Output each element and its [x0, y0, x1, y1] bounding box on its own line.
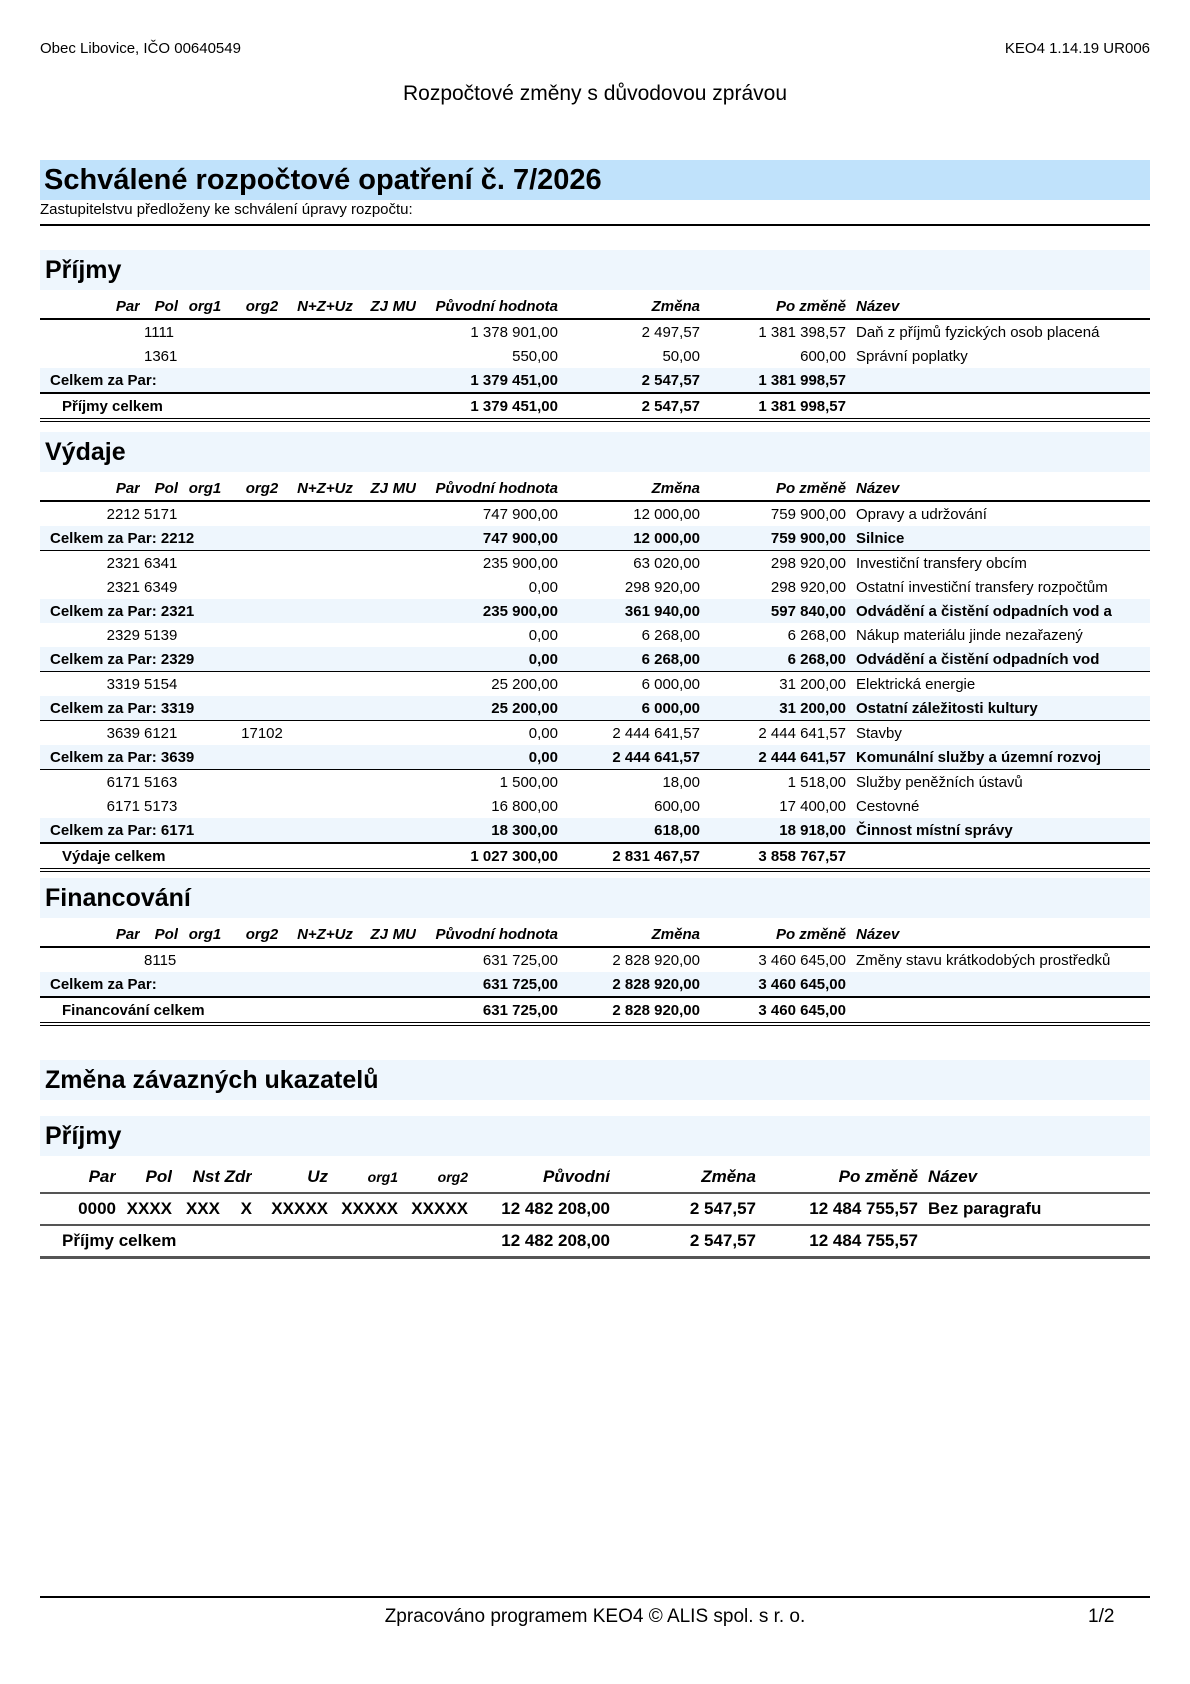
cell-orig: 747 900,00 — [416, 526, 558, 551]
cell-after: 600,00 — [800, 347, 846, 365]
cell-par — [40, 319, 140, 344]
col-org1: org1 — [178, 294, 232, 319]
cell-nzuz — [292, 551, 358, 576]
subtotal-label: Celkem za Par: 3319 — [40, 696, 416, 721]
cell-nzuz — [292, 770, 358, 795]
cell-mu — [388, 721, 416, 746]
cell-org2 — [232, 344, 292, 368]
col-orig: Původní — [468, 1162, 610, 1193]
cell-orig: 0,00 — [528, 626, 558, 644]
col-orig: Původní hodnota — [416, 922, 558, 947]
cell-name: Cestovné — [856, 797, 920, 815]
col-after: Po změně — [756, 1162, 918, 1193]
subsection-title: Příjmy — [45, 1122, 122, 1150]
cell-after: 31 200,00 — [700, 672, 846, 697]
cell-change: 2 547,57 — [558, 393, 700, 420]
cell-change: 18,00 — [558, 770, 700, 795]
cell-pol: XXXX — [116, 1193, 172, 1225]
cell-after: 3 858 767,57 — [700, 843, 846, 870]
col-nzuz: N+Z+Uz — [292, 294, 358, 319]
cell-change: 600,00 — [654, 797, 700, 815]
table-row — [40, 1193, 1150, 1225]
subtotal-row — [40, 818, 1150, 843]
cell-nzuz — [292, 501, 358, 526]
cell-change: 2 828 920,00 — [558, 972, 700, 997]
cell-org1 — [178, 794, 232, 818]
cell-change: 12 000,00 — [633, 505, 700, 523]
cell-change: 361 940,00 — [558, 599, 700, 623]
col-par: Par — [40, 922, 140, 947]
cell-org2 — [232, 551, 292, 576]
cell-after: 12 484 755,57 — [756, 1193, 918, 1225]
cell-orig: 0,00 — [416, 647, 558, 672]
cell-mu — [388, 623, 416, 647]
total-label: Příjmy celkem — [40, 1225, 468, 1258]
cell-after: 3 460 645,00 — [758, 951, 846, 969]
cell-zj — [358, 721, 388, 746]
cell-orig: 1 379 451,00 — [416, 393, 558, 420]
cell-org2 — [232, 794, 292, 818]
cell-pol: 5163 — [140, 770, 178, 795]
total-label: Výdaje celkem — [40, 843, 416, 870]
cell-change: 2 444 641,57 — [558, 745, 700, 770]
section-title: Výdaje — [45, 438, 126, 466]
cell-change: 618,00 — [558, 818, 700, 843]
cell-after: 1 381 998,57 — [700, 368, 846, 393]
subsection-band — [40, 1116, 1150, 1156]
cell-org2 — [232, 770, 292, 795]
cell-change: 6 000,00 — [558, 696, 700, 721]
cell-mu — [388, 551, 416, 576]
col-pol: Pol — [116, 1162, 172, 1193]
cell-org1 — [178, 551, 232, 576]
col-change: Změna — [558, 294, 700, 319]
cell-after: 6 268,00 — [700, 647, 846, 672]
cell-change: 6 268,00 — [558, 647, 700, 672]
cell-org2 — [232, 672, 292, 697]
cell-par: 0000 — [40, 1193, 116, 1225]
cell-par: 2212 — [106, 505, 140, 523]
cell-name: Daň z příjmů fyzických osob placená — [856, 323, 1100, 341]
cell-nzuz — [292, 672, 358, 697]
table-row — [40, 623, 1150, 647]
cell-name: Bez paragrafu — [918, 1193, 1150, 1225]
total-row — [40, 843, 1150, 870]
total-after: 12 484 755,57 — [756, 1225, 918, 1258]
cell-pol: 5171 — [144, 505, 178, 523]
cell-pol: 1111 — [144, 323, 175, 341]
col-pol: Pol — [140, 922, 178, 947]
cell-orig: 1 500,00 — [416, 770, 558, 795]
cell-uz: XXXXX — [252, 1193, 328, 1225]
table-row — [40, 672, 1150, 697]
col-org2: org2 — [232, 922, 292, 947]
cell-nzuz — [292, 575, 358, 599]
subtotal-row — [40, 972, 1150, 997]
cell-change: 2 497,57 — [641, 323, 700, 341]
table-row — [40, 721, 1150, 746]
cell-par — [40, 947, 140, 972]
table-row — [40, 947, 1150, 972]
cell-change: 298 920,00 — [624, 578, 700, 596]
col-change: Změna — [558, 922, 700, 947]
cell-after: 1 518,00 — [700, 770, 846, 795]
cell-orig: 631 725,00 — [416, 972, 558, 997]
cell-change: 2 828 920,00 — [558, 997, 700, 1024]
col-mu: MU — [388, 294, 416, 319]
footer-divider — [40, 1596, 1150, 1598]
cell-name: Správní poplatky — [856, 347, 968, 365]
col-org2: org2 — [232, 294, 292, 319]
cell-name: Činnost místní správy — [846, 818, 1150, 843]
cell-zj — [358, 575, 388, 599]
subtotal-label: Celkem za Par: 2212 — [40, 526, 416, 551]
total-row — [40, 393, 1150, 420]
cell-name — [846, 368, 1150, 393]
subtotal-row — [40, 599, 1150, 623]
cell-orig: 1 379 451,00 — [416, 368, 558, 393]
cell-orig: 631 725,00 — [416, 997, 558, 1024]
cell-org2 — [232, 501, 292, 526]
col-mu: MU — [388, 922, 416, 947]
cell-nzuz — [292, 623, 358, 647]
col-pol: Pol — [140, 294, 178, 319]
col-zdr: Zdr — [220, 1162, 252, 1193]
col-name: Název — [846, 476, 1150, 501]
cell-after: 759 900,00 — [700, 526, 846, 551]
table-header-row — [40, 476, 1150, 501]
cell-name: Ostatní záležitosti kultury — [846, 696, 1150, 721]
cell-orig: 0,00 — [416, 745, 558, 770]
cell-pol: 6349 — [144, 578, 178, 596]
cell-org1 — [178, 575, 232, 599]
col-after: Po změně — [700, 922, 846, 947]
cell-zj — [358, 672, 388, 697]
cell-zj — [358, 501, 388, 526]
cell-pol: 5173 — [144, 797, 178, 815]
cell-after: 2 444 641,57 — [700, 745, 846, 770]
cell-name: Služby peněžních ústavů — [846, 770, 1150, 795]
subtotal-label: Celkem za Par: 6171 — [40, 818, 416, 843]
col-org1: org1 — [178, 922, 232, 947]
col-uz: Uz — [252, 1162, 328, 1193]
cell-pol: 6121 — [140, 721, 178, 746]
cell-par: 3639 — [40, 721, 140, 746]
cell-after: 17 400,00 — [779, 797, 846, 815]
section-band — [40, 432, 1150, 472]
table-row — [40, 501, 1150, 526]
cell-name — [846, 972, 1150, 997]
table-row — [40, 551, 1150, 576]
cell-par: 2329 — [106, 626, 140, 644]
cell-change: 6 000,00 — [558, 672, 700, 697]
col-par: Par — [40, 294, 140, 319]
cell-zj — [358, 344, 388, 368]
subtotal-label: Celkem za Par: 2321 — [40, 599, 416, 623]
cell-nzuz — [292, 947, 358, 972]
cell-after: 6 268,00 — [787, 626, 846, 644]
subtotal-row — [40, 745, 1150, 770]
cell-org1 — [178, 319, 232, 344]
cell-org1 — [178, 623, 232, 647]
subtotal-label: Celkem za Par: 3639 — [40, 745, 416, 770]
cell-orig: 1 027 300,00 — [416, 843, 558, 870]
cell-org1 — [178, 501, 232, 526]
cell-mu — [388, 501, 416, 526]
organization-header: Obec Libovice, IČO 00640549 — [40, 40, 241, 57]
table-header-row — [40, 1162, 1150, 1193]
cell-orig: 1 378 901,00 — [470, 323, 558, 341]
cell-org2 — [232, 623, 292, 647]
cell-nzuz — [292, 721, 358, 746]
document-title: Rozpočtové změny s důvodovou zprávou — [402, 82, 788, 105]
table-row — [40, 794, 1150, 818]
section-title: Financování — [45, 884, 191, 912]
cell-name: Elektrická energie — [846, 672, 1150, 697]
cell-orig: 747 900,00 — [482, 505, 558, 523]
cell-orig: 12 482 208,00 — [468, 1193, 610, 1225]
subtotal-label: Celkem za Par: — [40, 972, 416, 997]
table-row — [40, 344, 1150, 368]
col-change: Změna — [610, 1162, 756, 1193]
cell-par: 2321 — [106, 578, 140, 596]
cell-org1: XXXXX — [328, 1193, 398, 1225]
ukazatele-table — [40, 1162, 1150, 1259]
cell-orig: 25 200,00 — [416, 672, 558, 697]
cell-zj — [358, 947, 388, 972]
cell-after: 298 920,00 — [700, 551, 846, 576]
cell-name — [846, 997, 1150, 1024]
cell-name: Opravy a udržování — [856, 505, 987, 523]
subtotal-row — [40, 368, 1150, 393]
cell-name: Nákup materiálu jinde nezařazený — [856, 626, 1083, 644]
total-orig: 12 482 208,00 — [468, 1225, 610, 1258]
subtitle: Zastupitelstvu předloženy ke schválení úpravy rozpočtu: — [40, 201, 413, 218]
cell-change: 2 831 467,57 — [558, 843, 700, 870]
cell-after: 759 900,00 — [770, 505, 846, 523]
divider — [40, 224, 1150, 226]
cell-change: 12 000,00 — [558, 526, 700, 551]
cell-zdr: X — [220, 1193, 252, 1225]
cell-par: 6171 — [106, 797, 140, 815]
col-org2: org2 — [232, 476, 292, 501]
cell-name: Odvádění a čistění odpadních vod — [846, 647, 1150, 672]
col-name: Název — [846, 294, 1150, 319]
cell-zj — [358, 319, 388, 344]
col-nzuz: N+Z+Uz — [292, 476, 358, 501]
total-row — [40, 1225, 1150, 1258]
prijmy-table — [40, 294, 1150, 422]
cell-org2 — [232, 947, 292, 972]
col-zj: ZJ — [358, 294, 388, 319]
cell-pol: 8115 — [144, 951, 177, 969]
subtotal-row — [40, 647, 1150, 672]
cell-orig: 631 725,00 — [482, 951, 558, 969]
cell-orig: 18 300,00 — [416, 818, 558, 843]
cell-org1 — [178, 344, 232, 368]
cell-nzuz — [292, 794, 358, 818]
main-title: Schválené rozpočtové opatření č. 7/2026 — [44, 164, 602, 196]
cell-par: 2321 — [40, 551, 140, 576]
subtotal-label: Celkem za Par: 2329 — [40, 647, 416, 672]
section-title: Příjmy — [45, 256, 122, 284]
col-orig: Původní hodnota — [416, 294, 558, 319]
subtotal-row — [40, 526, 1150, 551]
col-after: Po změně — [700, 476, 846, 501]
section-title: Změna závazných ukazatelů — [45, 1066, 379, 1094]
col-par: Par — [40, 1162, 116, 1193]
cell-org1 — [178, 672, 232, 697]
table-header-row — [40, 922, 1150, 947]
cell-after: 1 381 998,57 — [700, 393, 846, 420]
cell-orig: 235 900,00 — [416, 551, 558, 576]
cell-mu — [388, 319, 416, 344]
cell-pol: 6341 — [140, 551, 178, 576]
cell-org1 — [178, 721, 232, 746]
subtotal-label: Celkem za Par: — [40, 368, 416, 393]
cell-org2 — [232, 575, 292, 599]
cell-mu — [388, 672, 416, 697]
table-row — [40, 319, 1150, 344]
cell-name: Ostatní investiční transfery rozpočtům — [856, 578, 1108, 596]
cell-name: Stavby — [846, 721, 1150, 746]
cell-mu — [388, 947, 416, 972]
cell-after: 18 918,00 — [700, 818, 846, 843]
cell-par — [40, 344, 140, 368]
financovani-table — [40, 922, 1150, 1026]
cell-after: 2 444 641,57 — [700, 721, 846, 746]
section-band — [40, 250, 1150, 290]
total-change: 2 547,57 — [610, 1225, 756, 1258]
cell-org2: XXXXX — [398, 1193, 468, 1225]
cell-mu — [388, 344, 416, 368]
cell-after: 597 840,00 — [700, 599, 846, 623]
cell-change: 6 268,00 — [641, 626, 700, 644]
cell-zj — [358, 623, 388, 647]
cell-name: Změny stavu krátkodobých prostředků — [856, 951, 1111, 969]
cell-change: 2 547,57 — [558, 368, 700, 393]
cell-orig: 235 900,00 — [416, 599, 558, 623]
col-mu: MU — [388, 476, 416, 501]
vydaje-table — [40, 476, 1150, 872]
cell-nzuz — [292, 344, 358, 368]
cell-name — [846, 393, 1150, 420]
page-number: 1/2 — [1088, 1606, 1115, 1627]
table-header-row — [40, 294, 1150, 319]
cell-pol: 5139 — [144, 626, 178, 644]
col-after: Po změně — [700, 294, 846, 319]
cell-change: 50,00 — [662, 347, 700, 365]
col-orig: Původní hodnota — [416, 476, 558, 501]
cell-change: 2 444 641,57 — [558, 721, 700, 746]
cell-org1 — [178, 770, 232, 795]
footer-text: Zpracováno programem KEO4 © ALIS spol. s r. o. — [384, 1606, 806, 1627]
cell-after: 1 381 398,57 — [758, 323, 846, 341]
cell-mu — [388, 575, 416, 599]
cell-pol: 1361 — [144, 347, 178, 365]
cell-mu — [388, 794, 416, 818]
cell-nzuz — [292, 319, 358, 344]
section-band — [40, 878, 1150, 918]
cell-change: 2 828 920,00 — [612, 951, 700, 969]
cell-org1 — [178, 947, 232, 972]
cell-name: Silnice — [846, 526, 1150, 551]
col-par: Par — [40, 476, 140, 501]
cell-change: 63 020,00 — [558, 551, 700, 576]
col-org1: org1 — [328, 1162, 398, 1193]
col-nzuz: N+Z+Uz — [292, 922, 358, 947]
col-org2: org2 — [398, 1162, 468, 1193]
cell-org2: 17102 — [232, 721, 292, 746]
col-pol: Pol — [140, 476, 178, 501]
cell-orig: 25 200,00 — [416, 696, 558, 721]
cell-mu — [388, 770, 416, 795]
cell-orig: 550,00 — [512, 347, 558, 365]
cell-zj — [358, 794, 388, 818]
cell-after: 3 460 645,00 — [700, 972, 846, 997]
cell-name: Investiční transfery obcím — [846, 551, 1150, 576]
col-name: Název — [918, 1162, 1150, 1193]
cell-after: 298 920,00 — [770, 578, 846, 596]
cell-par: 6171 — [40, 770, 140, 795]
table-row — [40, 770, 1150, 795]
cell-name: Komunální služby a územní rozvoj — [846, 745, 1150, 770]
table-row — [40, 575, 1150, 599]
cell-zj — [358, 770, 388, 795]
cell-change: 2 547,57 — [610, 1193, 756, 1225]
cell-par: 3319 — [40, 672, 140, 697]
cell-name: Odvádění a čistění odpadních vod a — [846, 599, 1150, 623]
total-row — [40, 997, 1150, 1024]
col-org1: org1 — [178, 476, 232, 501]
col-name: Název — [846, 922, 1150, 947]
cell-pol: 5154 — [140, 672, 178, 697]
software-version: KEO4 1.14.19 UR006 — [1004, 40, 1150, 57]
col-change: Změna — [558, 476, 700, 501]
cell-orig: 0,00 — [528, 578, 558, 596]
col-nst: Nst — [172, 1162, 220, 1193]
cell-org2 — [232, 319, 292, 344]
col-zj: ZJ — [358, 476, 388, 501]
cell-nst: XXX — [172, 1193, 220, 1225]
total-label: Příjmy celkem — [40, 393, 416, 420]
cell-orig: 16 800,00 — [491, 797, 558, 815]
total-name — [918, 1225, 1150, 1258]
cell-orig: 0,00 — [416, 721, 558, 746]
subtotal-row — [40, 696, 1150, 721]
cell-after: 31 200,00 — [700, 696, 846, 721]
cell-name — [846, 843, 1150, 870]
total-label: Financování celkem — [40, 997, 416, 1024]
col-zj: ZJ — [358, 922, 388, 947]
cell-after: 3 460 645,00 — [700, 997, 846, 1024]
cell-zj — [358, 551, 388, 576]
